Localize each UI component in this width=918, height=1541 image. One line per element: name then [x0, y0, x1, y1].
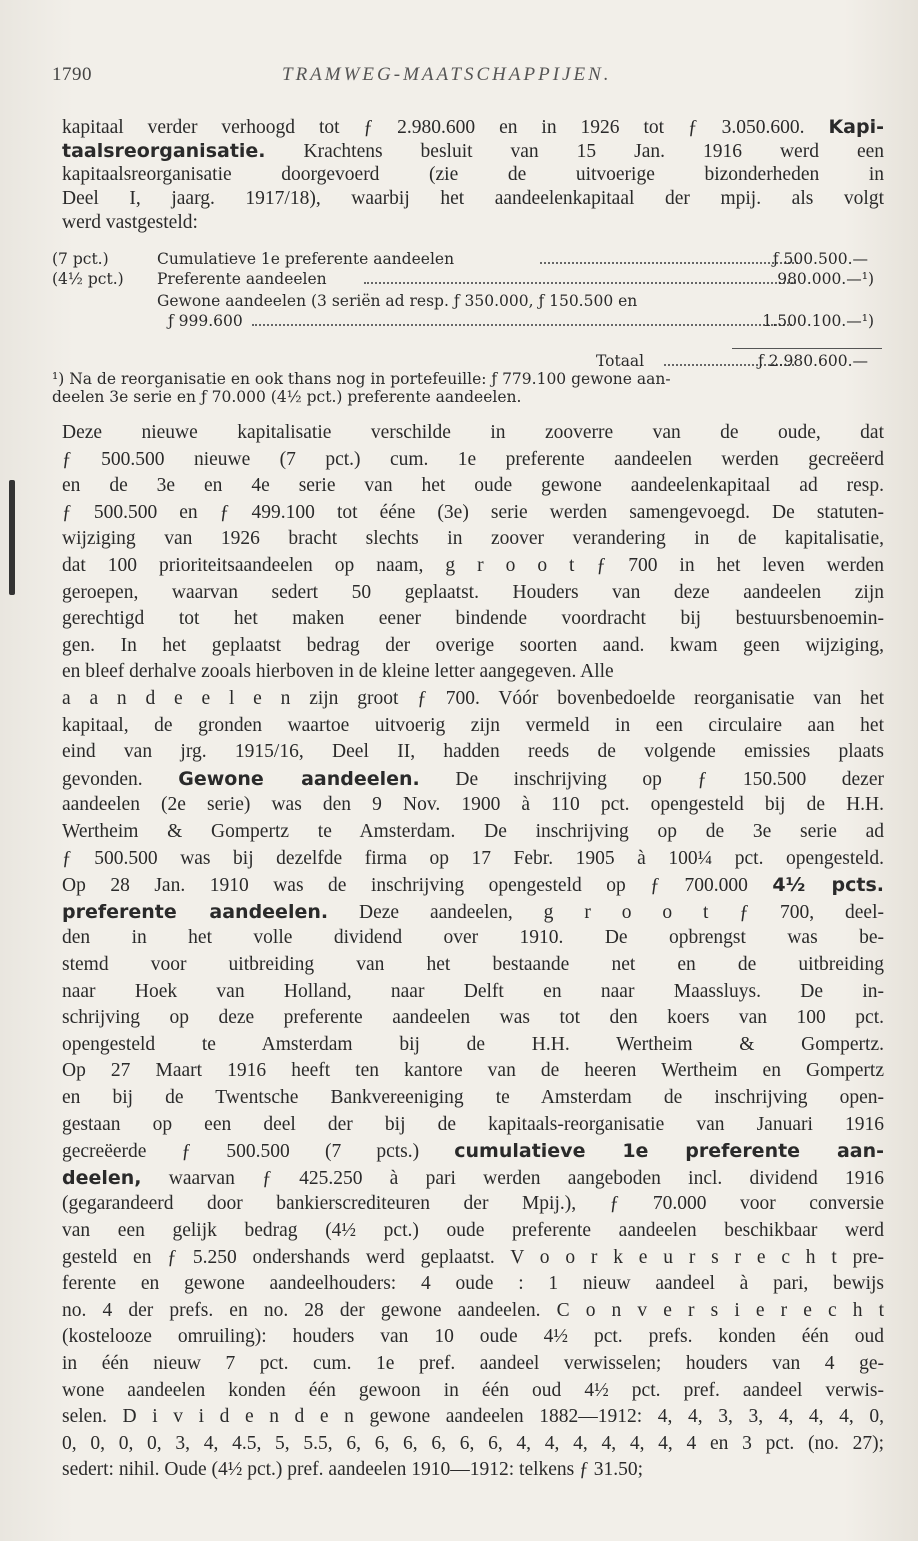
body-line — [62, 635, 884, 657]
text-run: geroepen, waarvan sedert 50 geplaatst. Houders van deze aandeelen zijn — [62, 581, 884, 603]
text-run: opengesteld te Amsterdam bij de H.H. Wertheim & Gompertz. — [62, 1033, 884, 1055]
text-run: in één nieuw 7 pct. cum. 1e pref. aandeel verwisselen; houders van 4 ge- — [62, 1353, 884, 1374]
text-run: gestaan op een deel der bij de kapitaals-reorganisatie van Januari 1916 — [62, 1113, 884, 1135]
text-run: naar Hoek van Holland, naar Delft en naar Maassluys. De in- — [62, 980, 884, 1002]
text-run: Wertheim & Gompertz te Amsterdam. De inschrijving op de 3e serie ad — [62, 821, 884, 842]
body-line — [62, 1247, 884, 1269]
body-line — [62, 1087, 884, 1109]
text-run: a a n d e e l e n zijn groot ƒ 700. Vóór bovenbedoelde reorganisatie van het — [62, 688, 884, 709]
body-line — [62, 768, 884, 791]
body-line — [62, 1220, 884, 1242]
intro-line: kapitaalsreorganisatie doorgevoerd (zie de uitvoerige bizonderheden in — [62, 164, 884, 185]
body-line — [62, 1433, 884, 1455]
body-line — [62, 475, 884, 497]
body-line — [62, 1300, 884, 1322]
body-line — [62, 449, 884, 471]
body-line — [62, 874, 884, 897]
margin-mark — [9, 480, 15, 595]
bold-heading: deelen, — [62, 1166, 142, 1189]
running-title: TRAMWEG-MAATSCHAPPIJEN. — [282, 64, 612, 85]
text-run: De inschrijving op ƒ 150.500 dezer — [419, 768, 884, 790]
body-line — [62, 848, 884, 870]
text-run: (gegarandeerd door bankierscrediteuren der Mpij.), ƒ 70.000 voor conversie — [62, 1193, 884, 1215]
body-line — [62, 555, 884, 577]
body-line — [62, 1380, 884, 1402]
intro-line: Deel I, jaarg. 1917/18), waarbij het aandeelenkapitaal der mpij. als volgt — [62, 188, 884, 209]
bold-heading: preferente aandeelen. — [62, 900, 329, 923]
body-line — [62, 1459, 884, 1481]
text-run: gecreëerde ƒ 500.500 (7 pcts.) — [62, 1141, 455, 1163]
body-line — [62, 741, 884, 763]
body-line — [62, 1167, 884, 1190]
sum-rule — [732, 348, 882, 349]
text-run: wijziging van 1926 bracht slechts in zoover verandering in de kapitalisatie, — [62, 528, 884, 550]
intro-line: kapitaal verder verhoogd tot ƒ 2.980.600 en in 1926 tot ƒ 3.050.600. Kapi- — [62, 116, 884, 138]
text-run: den in het volle dividend over 1910. De opbrengst was be- — [62, 927, 884, 949]
text-run: waarvan ƒ 425.250 à pari werden aangeboden incl. dividend 1916 — [141, 1167, 884, 1189]
text-run: (kostelooze omruiling): houders van 10 oude 4½ pct. prefs. konden één oud — [62, 1326, 884, 1348]
body-line — [62, 981, 884, 1003]
text-run: Deze aandeelen, g r o o t ƒ 700, deel- — [328, 901, 885, 923]
page-number: 1790 — [52, 64, 92, 85]
text-run: aandeelen (2e serie) was den 9 Nov. 1900 à 110 pct. opengesteld bij de H.H. — [62, 794, 884, 816]
text-run: schrijving op deze preferente aandeelen was tot den koers van 100 pct. — [62, 1007, 884, 1029]
body-line — [62, 821, 884, 843]
bold-heading: Gewone aandeelen. — [178, 767, 420, 790]
text-run: ƒ 500.500 en ƒ 499.100 tot ééne (3e) serie werden samengevoegd. De statuten- — [62, 501, 884, 523]
text-run: selen. D i v i d e n d e n gewone aandeelen 1882—1912: 4, 4, 3, 3, 4, 4, 4, 0, — [62, 1406, 884, 1428]
body-line — [62, 528, 884, 550]
text-run: Op 28 Jan. 1910 was de inschrijving opengesteld op ƒ 700.000 — [62, 875, 773, 897]
body-line — [62, 954, 884, 976]
body-line — [62, 927, 884, 949]
text-run: en de 3e en 4e serie van het oude gewone aandeelenkapitaal ad resp. — [62, 475, 884, 497]
body-line — [62, 794, 884, 816]
body-line — [62, 661, 884, 683]
body-line — [62, 1140, 884, 1163]
body-line — [62, 688, 884, 710]
bold-heading: cumulatieve 1e preferente aan- — [454, 1140, 884, 1163]
text-run: kapitaal, de gronden waartoe uitvoerig zijn vermeld in een circulaire aan het — [62, 714, 884, 736]
document-page: 1790 TRAMWEG-MAATSCHAPPIJEN. kapitaal verder verhoogd tot ƒ 2.980.600 en in 1926 tot ƒ 3.050.600. Kapi- taalsreorganisatie. Krachtens besluit van 15 Jan. 1916 werd een kapitaalsreorganisatie doorgevoerd (zie de uitvoerige bizonderheden in Deel I, jaarg. 1917/18), waarbij het aandeelenkapitaal der mpij. als volgt werd vastgesteld: (7 pct.) Cumulatieve 1e preferente aandeelen ƒ 500.500.— (4½ pct.) Preferente aandeelen 980.000.—¹) Gewone aandeelen (3 seriën ad resp. ƒ 350.000, ƒ 150.500 en ƒ 999.600 1.500.100.—¹) Totaal ƒ 2.980.600.— ¹) Na de reorganisatie en ook thans nog in portefeuille: ƒ 779.100 gewone aan- deelen 3e serie en ƒ 70.000 (4½ pct.) preferente aandeelen. Deze nieuwe kapitalisatie verschilde in zooverre van de oude, dat ƒ 500.500 nieuwe (7 pct.) cum. 1e preferente aandeelen werden gecreëerd en de 3e en 4e serie van het oude gewone aandeelenkapitaal ad resp. ƒ 500.500 en ƒ 499.100 tot ééne (3e) serie werden samengevoegd. De statuten- wijziging van 1926 bracht slechts in zoover verandering in de kapitalisatie, dat 100 prioriteitsaandeelen op naam, g r o o t ƒ 700 in het leven werden geroepen, waarvan sedert 50 geplaatst. Houders van deze aandeelen zijn gerechtigd tot het maken eener bindende voordracht bij bestuursbenoemin- gen. In het geplaatst bedrag der overige soorten aand. kwam geen wijziging, en bleef derhalve zooals hierboven in de kleine letter aangegeven. Alle a a n d e e l e n zijn groot ƒ 700. Vóór bovenbedoelde reorganisatie van het kapitaal, de gronden waartoe uitvoerig zijn vermeld in een circulaire aan het eind van jrg. 1915/16, Deel II, hadden reeds de volgende emissies plaats gevonden. Gewone aandeelen. De inschrijving op ƒ 150.500 dezer aandeelen (2e serie) was den 9 Nov. 1900 à 110 pct. opengesteld bij de H.H. Wertheim & Gompertz te Amsterdam. De inschrijving op de 3e serie ad ƒ 500.500 was bij dezelfde firma op 17 Febr. 1905 à 100¼ pct. opengesteld. Op 28 Jan. 1910 was de inschrijving opengesteld op ƒ 700.000 4½ pcts. preferente aandeelen. Deze aandeelen, g r o o t ƒ 700, deel- den in het volle dividend over 1910. De opbrengst was be- stemd voor uitbreiding van het bestaande net en de uitbreiding naar Hoek van Holland, naar Delft en naar Maassluys. De in- schrijving op deze preferente aandeelen was tot den koers van 100 pct. opengesteld te Amsterdam bij de H.H. Wertheim & Gompertz. Op 27 Maart 1916 heeft ten kantore van de heeren Wertheim en Gompertz en bij de Twentsche Bankvereeniging te Amsterdam de inschrijving open- gestaan op een deel der bij de kapitaals-reorganisatie van Januari 1916 gecreëerde ƒ 500.500 (7 pcts.) cumulatieve 1e preferente aan- deelen, waarvan ƒ 425.250 à pari werden aangeboden incl. dividend 1916 (gegarandeerd door bankierscrediteuren der Mpij.), ƒ 70.000 voor conversie van een gelijk bedrag (4½ pct.) oude preferente aandeelen beschikbaar werd gesteld en ƒ 5.250 ondershands werd geplaatst. V o o r k e u r s r e c h t pre- ferente en gewone aandeelhouders: 4 oude : 1 nieuw aandeel à pari, bewijs no. 4 der prefs. en no. 28 der gewone aandeelen. C o n v e r s i e r e c h t (kostelooze omruiling): houders van 10 oude 4½ pct. prefs. konden één oud in één nieuw 7 pct. cum. 1e pref. aandeel verwisselen; houders van 4 ge- wone aandeelen konden één gewoon in één oud 4½ pct. pref. aandeel verwis- selen. D i v i d e n d e n gewone aandeelen 1882—1912: 4, 4, 3, 3, 4, 4, 4, 0, 0, 0, 0, 0, 3, 4, 4.5, 5, 5.5, 6, 6, 6, 6, 6, 6, 4, 4, 4, 4, 4, 4, 4 en 3 pct. (no. 27); sedert: nihil. Oude (4½ pct.) pref. aandeelen 1910—1912: telkens ƒ 31.50; — [0, 0, 918, 1541]
text-run: ƒ 500.500 was bij dezelfde firma op 17 Febr. 1905 à 100¼ pct. opengesteld. — [62, 847, 884, 869]
body-line — [62, 715, 884, 737]
text-run: van een gelijk bedrag (4½ pct.) oude preferente aandeelen beschikbaar werd — [62, 1220, 884, 1241]
text-run: ferente en gewone aandeelhouders: 4 oude : 1 nieuw aandeel à pari, bewijs — [62, 1273, 884, 1295]
body-line — [62, 502, 884, 524]
body-line — [62, 1193, 884, 1215]
body-line — [62, 1114, 884, 1136]
body-line — [62, 901, 884, 924]
text-run: dat 100 prioriteitsaandeelen op naam, g r o o t ƒ 700 in het leven werden — [62, 555, 884, 576]
text-run: stemd voor uitbreiding van het bestaande net en de uitbreiding — [62, 954, 884, 975]
body-line — [62, 422, 884, 444]
text-run: gerechtigd tot het maken eener bindende voordracht bij bestuursbenoemin- — [62, 608, 884, 630]
text-run: Deze nieuwe kapitalisatie verschilde in zooverre van de oude, dat — [62, 422, 884, 443]
text-run: 0, 0, 0, 0, 3, 4, 4.5, 5, 5.5, 6, 6, 6, 6, 6, 6, 4, 4, 4, 4, 4, 4, 4 en 3 pct. (no. 27); — [62, 1432, 884, 1454]
body-line — [62, 1007, 884, 1029]
body-line — [62, 1034, 884, 1056]
bold-heading: 4½ pcts. — [772, 874, 884, 897]
text-run: gevonden. — [62, 768, 179, 790]
body-line — [62, 1353, 884, 1375]
text-run: wone aandeelen konden één gewoon in één oud 4½ pct. pref. aandeel verwis- — [62, 1379, 884, 1401]
body-line — [62, 1273, 884, 1295]
text-run: Op 27 Maart 1916 heeft ten kantore van de heeren Wertheim en Gompertz — [62, 1060, 884, 1082]
body-line — [62, 1060, 884, 1082]
body-line — [62, 1406, 884, 1428]
intro-line: werd vastgesteld: — [62, 212, 198, 233]
body-line — [62, 582, 884, 604]
text-run: eind van jrg. 1915/16, Deel II, hadden reeds de volgende emissies plaats — [62, 741, 884, 763]
text-run: no. 4 der prefs. en no. 28 der gewone aandeelen. C o n v e r s i e r e c h t — [62, 1299, 884, 1321]
text-run: gesteld en ƒ 5.250 ondershands werd geplaatst. V o o r k e u r s r e c h t pre- — [62, 1246, 884, 1268]
text-run: ƒ 500.500 nieuwe (7 pct.) cum. 1e preferente aandeelen werden gecreëerd — [62, 448, 884, 470]
text-run: gen. In het geplaatst bedrag der overige soorten aand. kwam geen wijziging, — [62, 634, 884, 656]
body-line — [62, 1326, 884, 1348]
running-header — [52, 64, 878, 94]
text-run: en bleef derhalve zooals hierboven in de kleine letter aangegeven. Alle — [62, 661, 614, 683]
text-run: en bij de Twentsche Bankvereeniging te Amsterdam de inschrijving open- — [62, 1087, 884, 1108]
text-run: sedert: nihil. Oude (4½ pct.) pref. aandeelen 1910—1912: telkens ƒ 31.50; — [62, 1459, 644, 1481]
intro-line: taalsreorganisatie. Krachtens besluit van 15 Jan. 1916 werd een — [62, 140, 885, 162]
body-line — [62, 608, 884, 630]
